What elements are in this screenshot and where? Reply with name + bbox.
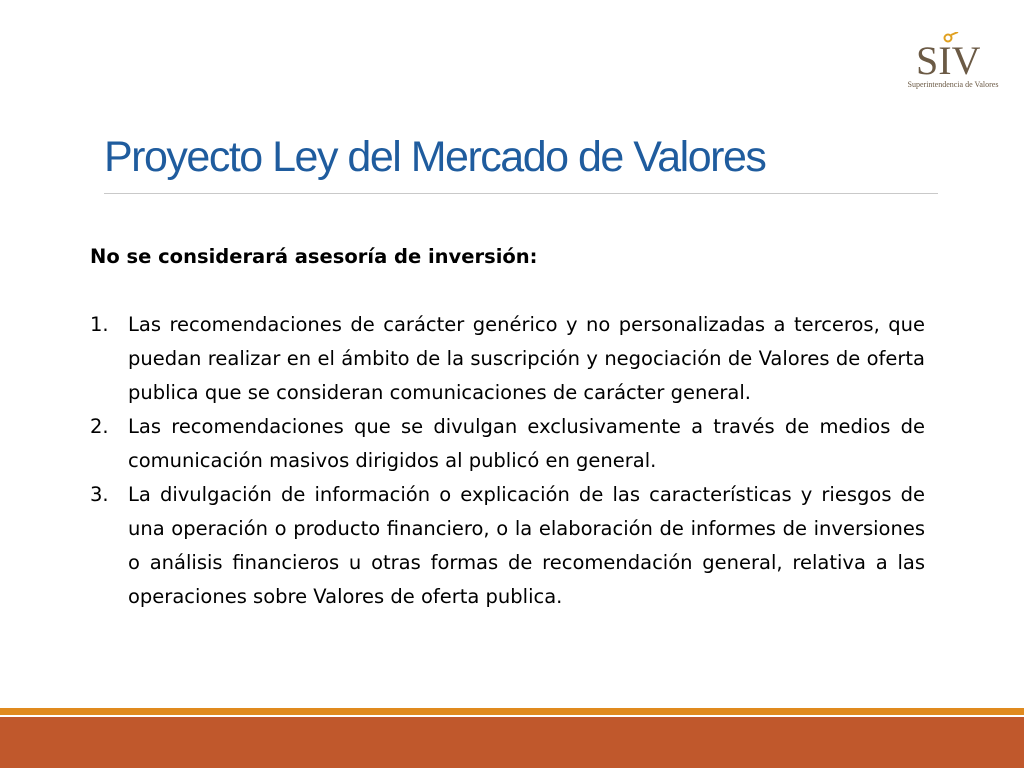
footer-bar	[0, 717, 1024, 768]
content-heading: No se considerará asesoría de inversión:	[90, 245, 538, 268]
list-item-number: 2.	[90, 415, 109, 438]
list-item-number: 3.	[90, 483, 109, 506]
slide-title: Proyecto Ley del Mercado de Valores	[104, 133, 766, 181]
siv-logo	[900, 32, 1010, 96]
list-item-text: La divulgación de información o explicación de las características y riesgos de una operación o producto financiero, o la elaboración de informes de inversiones o análisis financieros u otras formas de recomendación general, relativa a las operaciones sobre Valores de oferta publica.	[128, 483, 925, 608]
siv-logo-mark	[914, 32, 980, 78]
title-divider	[104, 193, 938, 194]
list-item-number: 1.	[90, 313, 109, 336]
list-item	[90, 478, 925, 614]
siv-logo-caption: Superintendencia de Valores	[907, 80, 999, 89]
list-item-text: Las recomendaciones que se divulgan exclusivamente a través de medios de comunicación masivos dirigidos al publicó en general.	[128, 415, 925, 472]
list-item	[90, 308, 925, 410]
list-item	[90, 410, 925, 478]
list-item-text: Las recomendaciones de carácter genérico y no personalizadas a terceros, que puedan realizar en el ámbito de la suscripción y negociación de Valores de oferta publica que se consideran comunicaciones de carácter general.	[128, 313, 925, 404]
numbered-list	[90, 308, 925, 614]
footer-accent-bar	[0, 708, 1024, 715]
slide-content	[90, 240, 925, 614]
siv-logo-letters: SIV	[916, 38, 980, 78]
